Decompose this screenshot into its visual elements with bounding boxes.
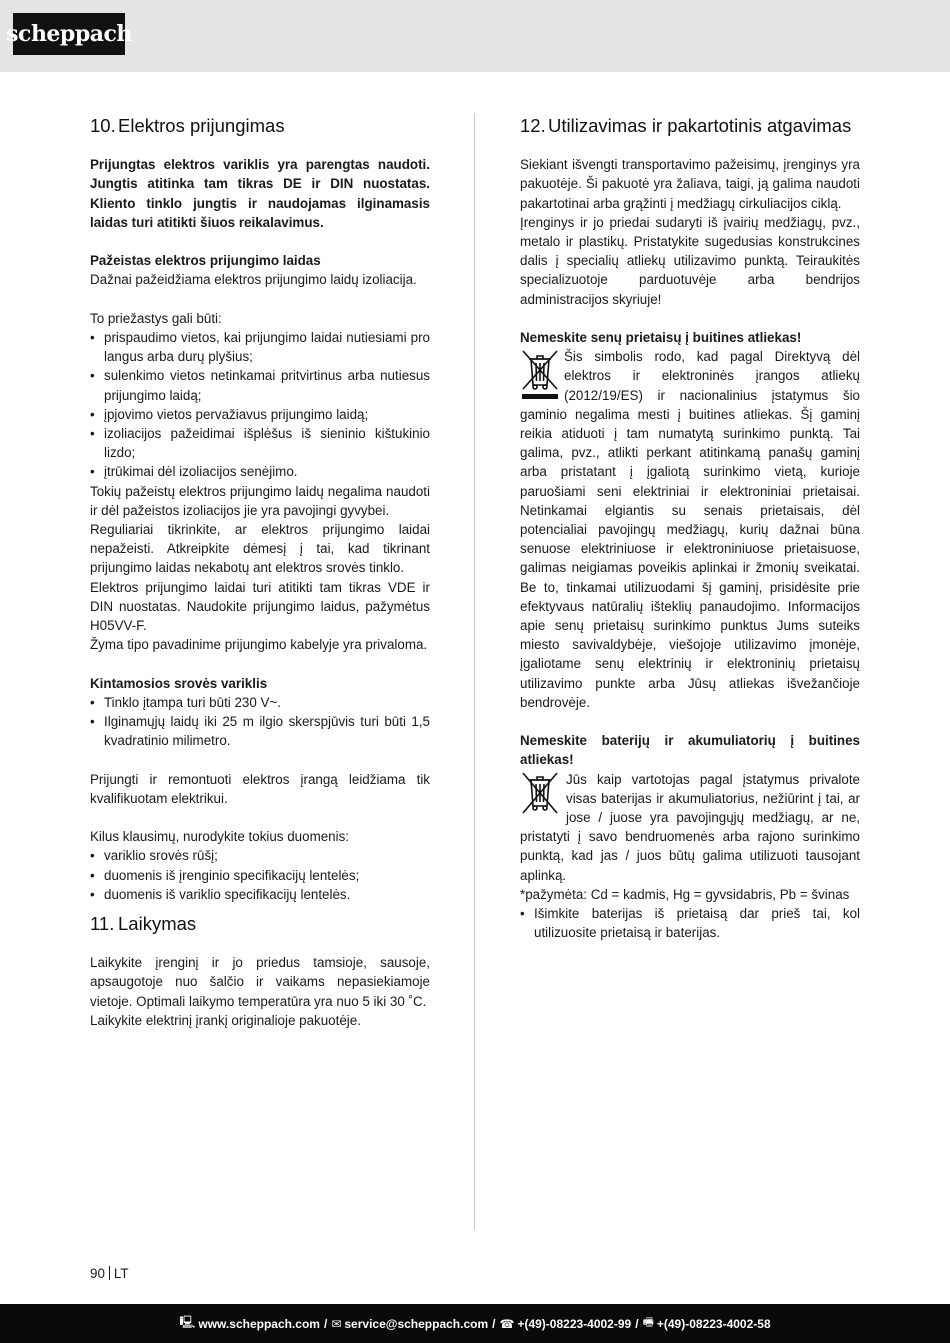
phone-icon: ☎ <box>499 1316 515 1331</box>
damaged-cable-text: Dažnai pažeidžiama elektros prijungimo laidų izoliacija. <box>90 272 417 288</box>
header-bar <box>0 0 950 72</box>
weee-block <box>520 347 860 712</box>
page-language: LT <box>113 1266 129 1281</box>
storage-text-2: Laikykite elektrinį įrankį originalioje pakuotėje. <box>90 1012 361 1028</box>
questions-intro: Kilus klausimų, nurodykite tokius duomenis: <box>90 829 350 845</box>
section-title: Elektros prijungimas <box>118 115 285 136</box>
battery-list <box>520 904 860 942</box>
section-10-heading <box>90 116 430 136</box>
paragraph: Reguliariai tikrinkite, ar elektros prijungimo laidai nepažeisti. Atkreipkite dėmesį į tai, kad tikrinant prijungimo laidas nekabotų ant elektros srovės tinklo. <box>90 522 430 576</box>
causes-intro: To priežastys gali būti: <box>90 310 222 326</box>
battery-block <box>520 770 860 885</box>
damaged-cable-heading: Pažeistas elektros prijungimo laidas <box>90 253 321 269</box>
list-item: • prispaudimo vietos, kai prijungimo laidai nutiesiami pro langus arba durų plyšius; <box>90 328 430 366</box>
footer-separator: / <box>635 1316 639 1331</box>
battery-heading: Nemeskite baterijų ir akumuliatorių į buitines atliekas! <box>520 733 860 768</box>
paragraph: Siekiant išvengti transportavimo pažeisimų, įrenginys yra pakuotėje. Ši pakuotė yra žaliava, taigi, ją galima naudoti pakartotinai arba grąžinti į medžiagų cirkuliacijos ciklą. <box>520 157 860 211</box>
fax-icon: 🖷 <box>642 1315 654 1329</box>
page-number-value: 90 <box>90 1266 105 1281</box>
battery-text: Jūs kaip vartotojas pagal įstatymus privalote visas baterijas ir akumuliatorius, nežiūrint į tai, ar jose / juose yra pavojingųjų medžiagų, ar ne, pristatyti į savo bendruomenės arba rajono surinkimo punktą, kad jas / juos būtų galima utilizuoti tausojant aplinką. <box>520 771 860 883</box>
page-number <box>90 1266 129 1281</box>
storage-text: Laikykite įrenginį ir jo priedus tamsioje, sausoje, apsaugotoje nuo šalčio ir vaikams nepasiekiamoje vietoje. Optimali laikymo temperatūra yra nuo 5 iki 30 ˚C. <box>90 955 430 1009</box>
section-11-heading <box>90 914 430 934</box>
electrician-note: Prijungti ir remontuoti elektros įrangą leidžiama tik kvalifikuotam elektrikui. <box>90 771 430 806</box>
monitor-icon: 🖳 <box>179 1315 196 1329</box>
brand-logo: scheppach <box>13 13 125 55</box>
weee-text: Šis simbolis rodo, kad pagal Direktyvą dėl elektros ir elektroninės įrangos atliekų (2012/19/ES) ir nacionalinius įstatymus šio gaminio negalima mesti į buitines atliekas. Šį gaminį reikia atiduoti į tam numatytą surinkimo punktą. Tai galima, pvz., atlikti perkant atitinkamą panašų gaminį arba pristatant į įgaliotą surinkimo vietą, kurioje paruošiami seni elektriniai ir elektroniniai prietaisai. Netinkamai elgiantis su senais prietaisais, dėl potencialiai pavojingų medžiagų, kurių dažnai būna senuose elektriniuose ir elektroniniuose prietaisuose, galimas neigiamas poveikis aplinkai ir žmonių sveikatai. Be to, tinkamai utilizuodami šį gaminį, prisidėsite prie efektyvaus natūralių išteklių panaudojimo. Informacijos apie senų prietaisų surinkimo punktus Jums suteiks miesto savivaldybėje, viešojoje utilizavimo įmonėje, įgaliotame senų elektrinių ir elektroninių prietaisų utilizavimo punkte arba Jūsų atliekas išvežančioje bendrovėje. <box>520 349 860 710</box>
causes-list <box>90 328 430 482</box>
footer-fax: +(49)-08223-4002-58 <box>656 1316 771 1331</box>
paragraph: Įrenginys ir jo priedai sudaryti iš įvairių medžiagų, pvz., metalo ir plastikų. Pristatykite sugedusias konstrukcines dalis į specialių atliekų utilizavimo punktą. Teiraukitės specializuotoje parduotuvėje arba bendrijos administracijos skyriuje! <box>520 214 860 307</box>
questions-list <box>90 846 430 904</box>
footer-separator: / <box>323 1316 328 1331</box>
list-item: • įpjovimo vietos pervažiavus prijungimo laidą; <box>90 405 430 424</box>
paragraph: Žyma tipo pavadinime prijungimo kabelyje yra privaloma. <box>90 637 428 653</box>
footer-website[interactable]: www.scheppach.com <box>198 1316 320 1331</box>
footer-bar <box>0 1304 950 1343</box>
list-item: • duomenis iš įrenginio specifikacijų lentelės; <box>90 866 430 885</box>
list-item: • duomenis iš variklio specifikacijų lentelės. <box>90 885 430 904</box>
ac-motor-list <box>90 693 430 751</box>
section-title: Laikymas <box>118 913 197 935</box>
list-item: • Išimkite baterijas iš prietaisą dar prieš tai, kol utilizuosite prietaisą ir baterijas. <box>520 904 860 942</box>
paragraph: Elektros prijungimo laidai turi atitikti tam tikras VDE ir DIN nuostatas. Naudokite prijungimo laidus, pažymėtus H05VV-F. <box>90 579 430 634</box>
section-number: 10. <box>90 115 116 136</box>
ac-motor-heading: Kintamosios srovės variklis <box>90 675 268 691</box>
section-number: 11. <box>90 913 115 935</box>
list-item: • Ilginamųjų laidų iki 25 m ilgio skerspjūvis turi būti 1,5 kvadratinio milimetro. <box>90 712 430 750</box>
footer-phone: +(49)-08223-4002-99 <box>517 1316 632 1331</box>
crossed-bin-icon <box>520 349 560 401</box>
battery-note: *pažymėta: Cd = kadmis, Hg = gyvsidabris, Pb = švinas <box>520 886 850 902</box>
right-column <box>520 116 860 942</box>
column-divider <box>474 113 475 1230</box>
crossed-bin-icon <box>520 772 560 816</box>
weee-heading: Nemeskite senų prietaisų į buitines atliekas! <box>520 330 802 345</box>
list-item: • izoliacijos pažeidimai išplėšus iš sieninio kištukinio lizdo; <box>90 424 430 462</box>
intro-paragraph: Prijungtas elektros variklis yra parengtas naudoti. Jungtis atitinka tam tikras DE ir DIN nuostatas. Kliento tinklo jungtis ir naudojamas ilginamasis laidas turi atitikti šiuos reikalavimus. <box>90 157 430 230</box>
list-item: • sulenkimo vietos netinkamai pritvirtinus arba nutiesus prijungimo laidą; <box>90 366 430 404</box>
section-12-heading <box>520 116 860 136</box>
list-item: • įtrūkimai dėl izoliacijos senėjimo. <box>90 462 430 481</box>
list-item: • Tinklo įtampa turi būti 230 V~. <box>90 693 430 712</box>
left-column <box>90 116 430 1030</box>
section-title: Utilizavimas ir pakartotinis atgavimas <box>548 115 852 136</box>
list-item: • variklio srovės rūšį; <box>90 846 430 865</box>
section-number: 12. <box>520 115 546 136</box>
mail-icon: ✉ <box>331 1316 342 1331</box>
footer-email[interactable]: service@scheppach.com <box>344 1316 489 1331</box>
paragraph: Tokių pažeistų elektros prijungimo laidų negalima naudoti ir dėl pažeistos izoliacijos jie yra pavojingi gyvybei. <box>90 483 430 518</box>
footer-separator: / <box>492 1316 496 1331</box>
